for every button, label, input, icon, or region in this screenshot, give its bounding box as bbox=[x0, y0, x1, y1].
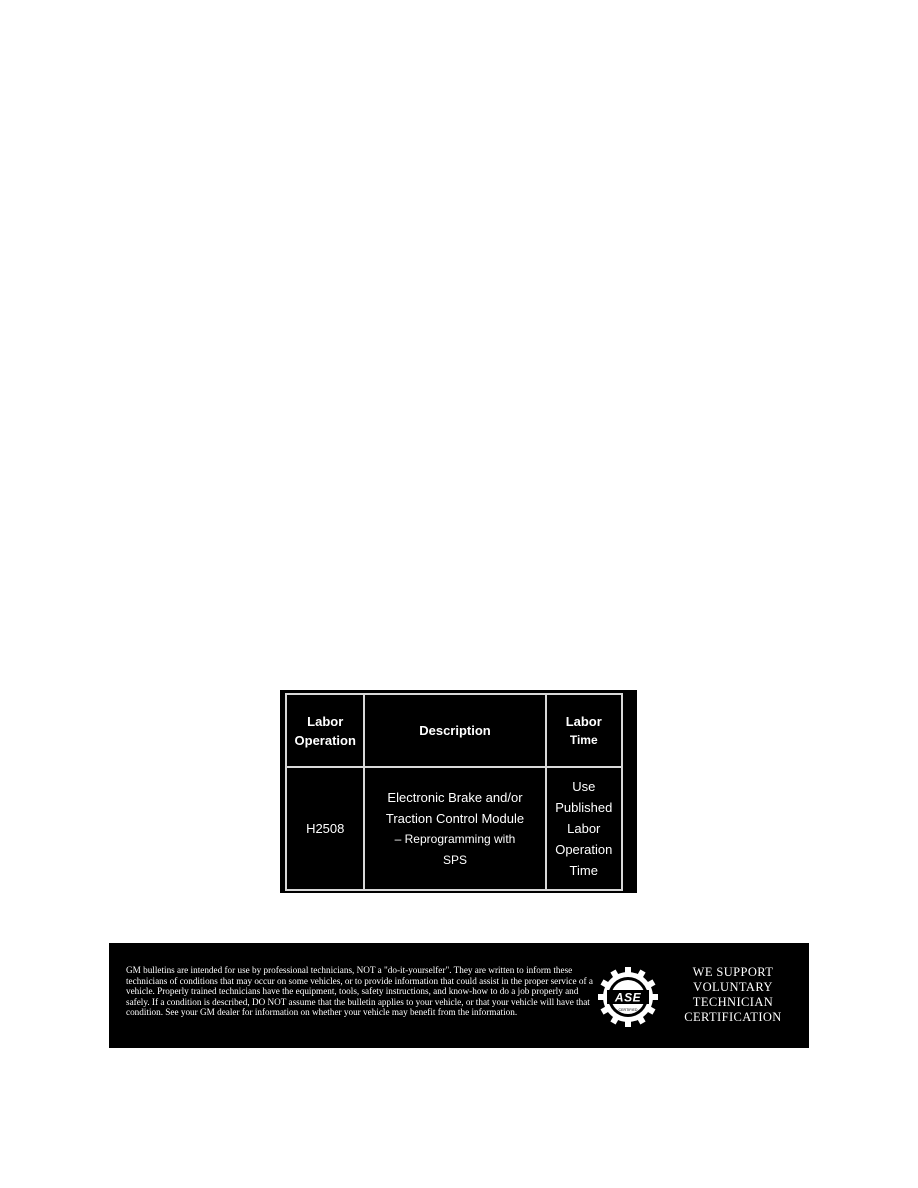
labor-table-header-row bbox=[286, 694, 622, 767]
svg-text:CERTIFIED: CERTIFIED bbox=[618, 1008, 638, 1012]
cell-description: Electronic Brake and/or Traction Control Module – Reprogramming with SPS bbox=[364, 767, 545, 890]
cell-labor-time: Use Published Labor Operation Time bbox=[546, 767, 622, 890]
table-row bbox=[286, 767, 622, 890]
header-labor-time: Labor Time bbox=[546, 694, 622, 767]
labor-table-panel bbox=[280, 690, 637, 893]
labor-table bbox=[285, 693, 623, 891]
footer-disclaimer-bar bbox=[109, 943, 809, 1048]
cell-labor-operation: H2508 bbox=[286, 767, 364, 890]
ase-certified-logo-icon bbox=[597, 966, 659, 1028]
disclaimer-text: GM bulletins are intended for use by professional technicians, NOT a "do-it-yourselfer". They are written to inform these technicians of conditions that may occur on some vehicles, or to provide information that could assist in the proper service of a vehicle. Properly trained technicians have the equipment, tools, safety instructions, and know-how to do a job properly and safely. If a condition is described, DO NOT assume that the bulletin applies to your vehicle, or that your vehicle will have that condition. See your GM dealer for information on whether your vehicle may benefit from the information. bbox=[126, 965, 593, 1018]
svg-text:ASE: ASE bbox=[614, 990, 642, 1005]
header-labor-operation: Labor Operation bbox=[286, 694, 364, 767]
voluntary-certification-text: WE SUPPORT VOLUNTARY TECHNICIAN CERTIFICATION bbox=[684, 965, 782, 1024]
header-description: Description bbox=[364, 694, 545, 767]
